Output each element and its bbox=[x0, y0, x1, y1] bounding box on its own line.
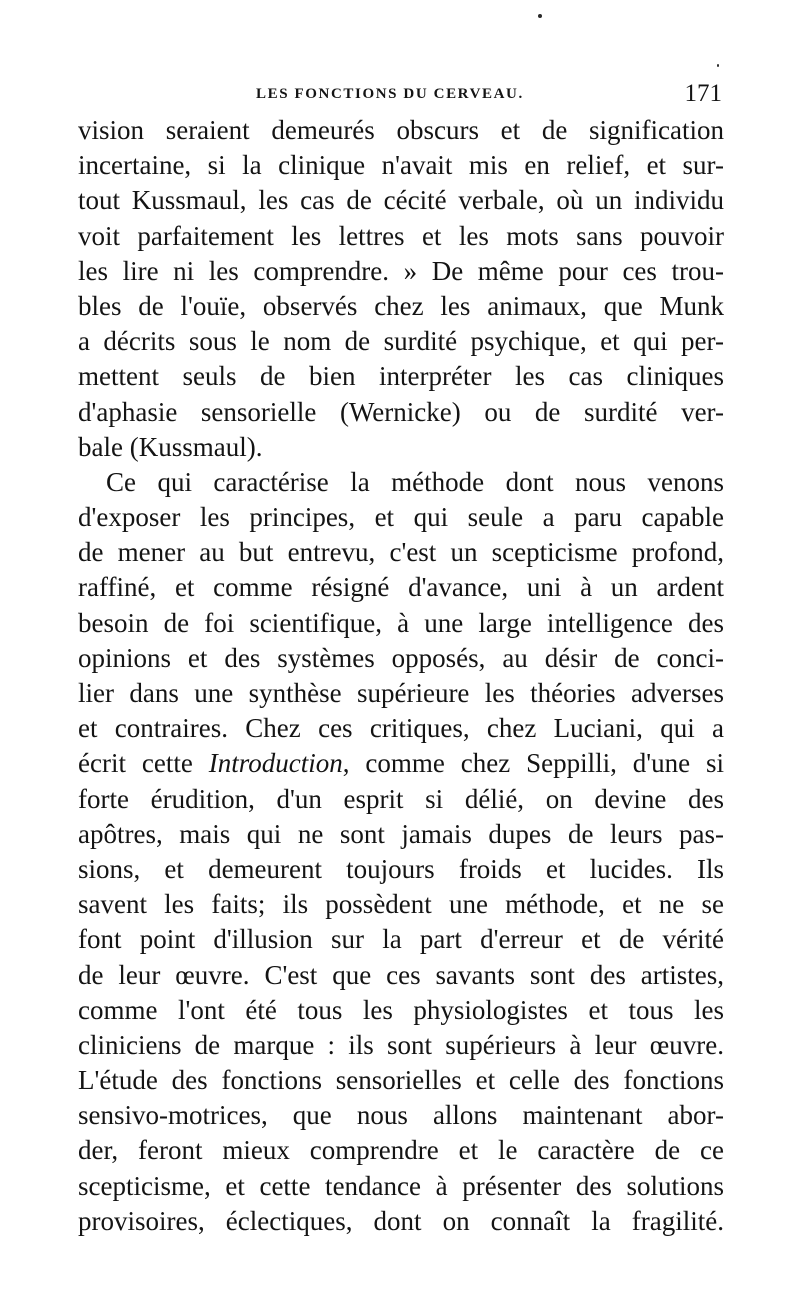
text-segment: écrit cette bbox=[78, 748, 209, 779]
text-line: L'étude des fonctions sensorielles et celle des fonctions bbox=[78, 1065, 724, 1096]
text-line: font point d'illusion sur la part d'erreur et de vérité bbox=[78, 924, 724, 955]
text-line: der, feront mieux comprendre et le caractère de ce bbox=[78, 1135, 724, 1166]
text-line: lier dans une synthèse supérieure les théories adverses bbox=[78, 678, 724, 708]
italic-title: Introduction bbox=[208, 748, 343, 779]
ink-speck bbox=[717, 64, 719, 67]
running-title: LES FONCTIONS DU CERVEAU. bbox=[256, 86, 524, 102]
body-text bbox=[78, 113, 724, 1239]
text-line: tout Kussmaul, les cas de cécité verbale, où un individu bbox=[78, 185, 724, 216]
text-line: opinions et des systèmes opposés, au désir de conci- bbox=[78, 642, 724, 673]
text-segment: , comme chez Seppilli, d'une si bbox=[342, 748, 724, 779]
text-line-with-italic bbox=[78, 746, 724, 781]
text-line: provisoires, éclectiques, dont on connaît la fragilité. bbox=[78, 1205, 724, 1236]
running-head bbox=[78, 80, 722, 110]
text-line: mettent seuls de bien interpréter les cas cliniques bbox=[78, 361, 724, 392]
text-line: scepticisme, et cette tendance à présenter des solutions bbox=[78, 1170, 724, 1201]
text-line: vision seraient demeurés obscurs et de signification bbox=[78, 115, 724, 145]
paragraph-end-line: bale (Kussmaul). bbox=[78, 431, 263, 462]
text-line: forte érudition, d'un esprit si délié, on devine des bbox=[78, 783, 724, 814]
text-line: bles de l'ouïe, observés chez les animaux, que Munk bbox=[78, 290, 724, 321]
text-line: raffiné, et comme résigné d'avance, uni à un ardent bbox=[78, 572, 724, 603]
text-line: sions, et demeurent toujours froids et lucides. Ils bbox=[78, 853, 724, 884]
text-line: besoin de foi scientifique, à une large intelligence des bbox=[78, 607, 724, 638]
text-line: incertaine, si la clinique n'avait mis en relief, et sur- bbox=[78, 150, 724, 181]
text-line: de leur œuvre. C'est que ces savants sont des artistes, bbox=[78, 959, 724, 990]
ink-speck bbox=[538, 14, 542, 18]
text-line: apôtres, mais qui ne sont jamais dupes de leurs pas- bbox=[78, 818, 724, 849]
text-line: cliniciens de marque : ils sont supérieurs à leur œuvre. bbox=[78, 1029, 724, 1060]
text-line: voit parfaitement les lettres et les mots sans pouvoir bbox=[78, 220, 724, 251]
text-line: de mener au but entrevu, c'est un scepticisme profond, bbox=[78, 537, 724, 568]
page-number: 171 bbox=[684, 80, 722, 107]
text-line: comme l'ont été tous les physiologistes et tous les bbox=[78, 994, 724, 1025]
text-line: sensivo-motrices, que nous allons maintenant abor- bbox=[78, 1100, 724, 1131]
text-line: et contraires. Chez ces critiques, chez Luciani, qui a bbox=[78, 713, 724, 744]
paragraph-start-line: Ce qui caractérise la méthode dont nous venons bbox=[106, 466, 724, 497]
text-line: les lire ni les comprendre. » De même pour ces trou- bbox=[78, 255, 724, 286]
text-line: d'aphasie sensorielle (Wernicke) ou de surdité ver- bbox=[78, 396, 724, 427]
text-line: savent les faits; ils possèdent une méthode, et ne se bbox=[78, 889, 724, 920]
text-line: d'exposer les principes, et qui seule a paru capable bbox=[78, 502, 724, 533]
text-line: a décrits sous le nom de surdité psychique, et qui per- bbox=[78, 326, 724, 357]
